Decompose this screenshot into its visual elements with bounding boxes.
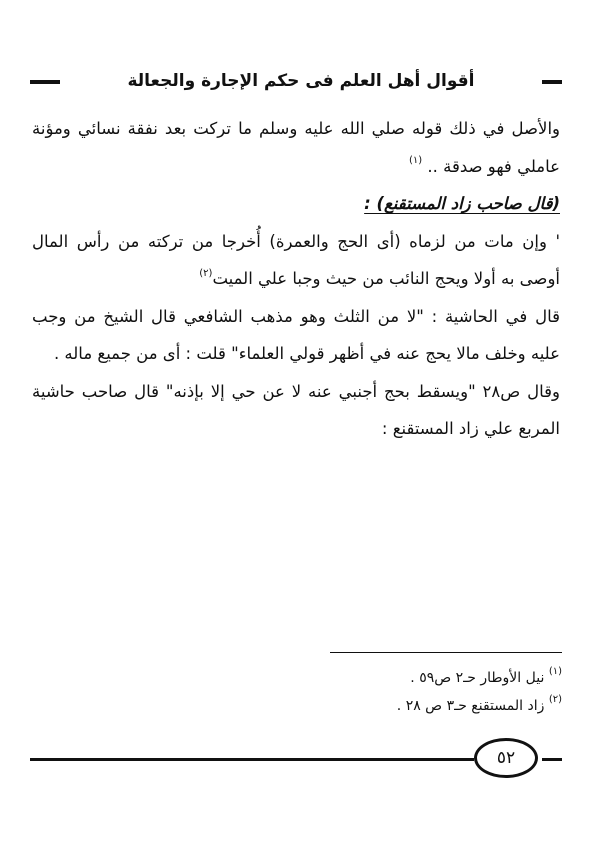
- running-header: [30, 68, 562, 94]
- footnote-separator: [330, 652, 562, 653]
- main-text: [32, 110, 560, 448]
- paragraph-1: [32, 110, 560, 185]
- paragraph-2-text: ' وإن مات من لزماه (أى الحج والعمرة) أُخرجا من تركته من رأس المال أوصى به أولا ويحج النائب من حيث وجبا علي الميت: [32, 231, 560, 288]
- footnote-2-text: زاد المستقنع حـ٣ ص ٢٨ .: [396, 698, 545, 714]
- footnote-1: [200, 664, 562, 692]
- paragraph-4-text: وقال ص٢٨ "ويسقط بحج أجنبي عنه لا عن حي إلا بإذنه" قال صاحب حاشية المربع علي زاد المستقنع :: [32, 381, 560, 438]
- footnote-ref-2: (٢): [199, 267, 213, 279]
- footer-rule-left: [30, 758, 474, 761]
- paragraph-1-text: والأصل في ذلك قوله صلي الله عليه وسلم ما تركت بعد نفقة نسائي ومؤنة عاملي فهو صدقة ..: [32, 119, 560, 176]
- paragraph-4: [32, 373, 560, 448]
- section-heading-text: (قال صاحب زاد المستقنع) :: [364, 194, 560, 213]
- footer-rule-right: [542, 758, 562, 761]
- footnote-2-marker: (٢): [548, 694, 562, 706]
- header-rule-right: [542, 80, 562, 84]
- footnote-1-text: نيل الأوطار حـ٢ ص٥٩ .: [410, 670, 545, 686]
- footnotes: [200, 664, 562, 720]
- header-rule-left: [30, 80, 60, 84]
- section-heading: [32, 185, 560, 223]
- footnote-1-marker: (١): [548, 666, 562, 678]
- header-title: أقوال أهل العلم فى حكم الإجارة والجعالة: [127, 71, 475, 91]
- footnote-ref-1: (١): [408, 155, 423, 166]
- paragraph-3-text: قال في الحاشية : "لا من الثلث وهو مذهب الشافعي قال الشيخ من وجب عليه وخلف مالا يحج عنه في أظهر قولي العلماء" قلت : أى من جميع ماله .: [32, 306, 560, 363]
- paragraph-3: [32, 298, 560, 373]
- paragraph-2: [32, 223, 560, 298]
- page-number: ٥٢: [474, 738, 538, 778]
- footnote-2: [200, 692, 562, 720]
